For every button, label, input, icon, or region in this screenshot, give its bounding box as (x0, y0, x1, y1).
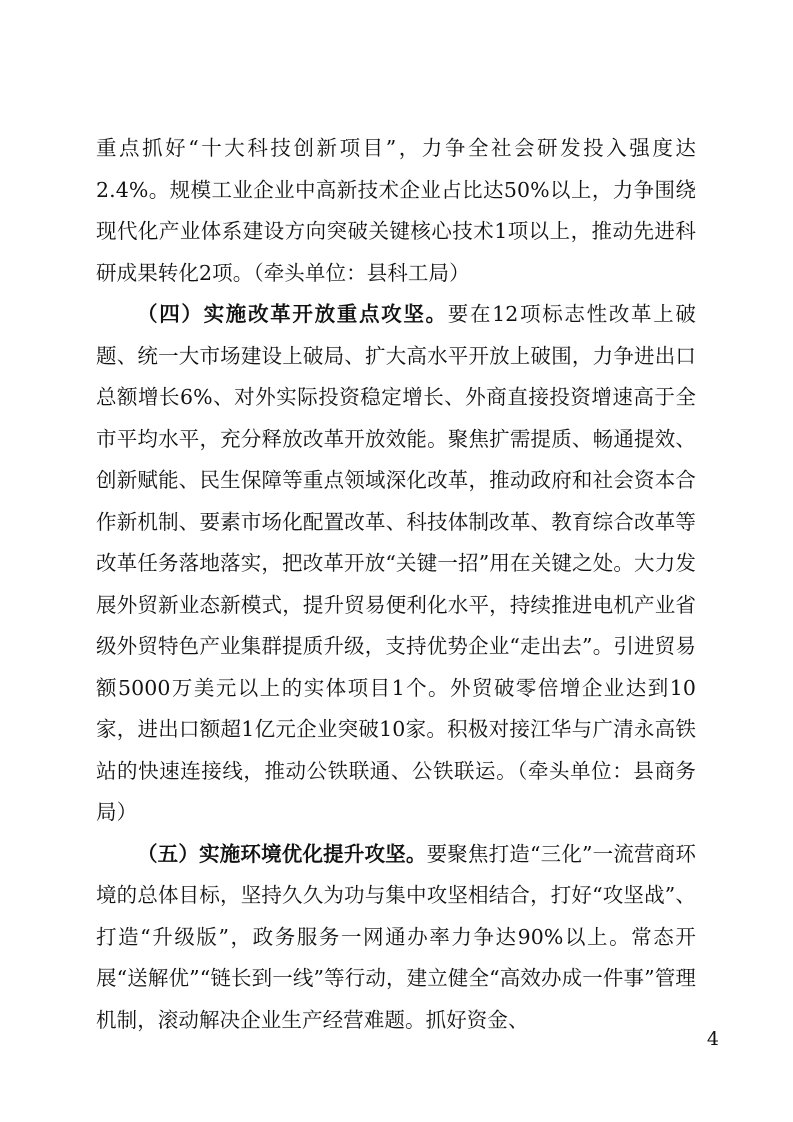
paragraph-text: 重点抓好“十大科技创新项目”，力争全社会研发投入强度达2.4%。规模工业企业中高新技术企业占比达50%以上，力争围绕现代化产业体系建设方向突破关键核心技术1项以上，推动先进科研成果转化2项。（牵头单位：县科工局） (96, 136, 696, 285)
paragraph-heading: （五）实施环境优化提升攻坚。 (137, 841, 427, 866)
paragraph (96, 294, 696, 834)
paragraph-text: 要在12项标志性改革上破题、统一大市场建设上破局、扩大高水平开放上破围，力争进出口总额增长6%、对外实际投资稳定增长、外商直接投资增速高于全市平均水平，充分释放改革开放效能。聚焦扩需提质、畅通提效、创新赋能、民生保障等重点领域深化改革，推动政府和社会资本合作新机制、要素市场化配置改革、科技体制改革、教育综合改革等改革任务落地落实，把改革开放“关键一招”用在关键之处。大力发展外贸新业态新模式，提升贸易便利化水平，持续推进电机产业省级外贸特色产业集群提质升级，支持优势企业“走出去”。引进贸易额5000万美元以上的实体项目1个。外贸破零倍增企业达到10家，进出口额超1亿元企业突破10家。积极对接江华与广清永高铁站的快速连接线，推动公铁联通、公铁联运。（牵头单位：县商务局） (96, 302, 696, 824)
page-body (96, 128, 696, 1041)
paragraph (96, 128, 696, 294)
paragraph (96, 834, 696, 1042)
paragraph-text: 要聚焦打造“三化”一流营商环境的总体目标，坚持久久为功与集中攻坚相结合，打好“攻坚战”、打造“升级版”，政务服务一网通办率力争达90%以上。常态开展“送解优”“链长到一线”等行动，建立健全“高效办成一件事”管理机制，滚动解决企业生产经营难题。抓好资金、 (96, 841, 696, 1032)
paragraph-heading: （四）实施改革开放重点攻坚。 (137, 302, 448, 326)
page-number: 4 (706, 1028, 719, 1050)
